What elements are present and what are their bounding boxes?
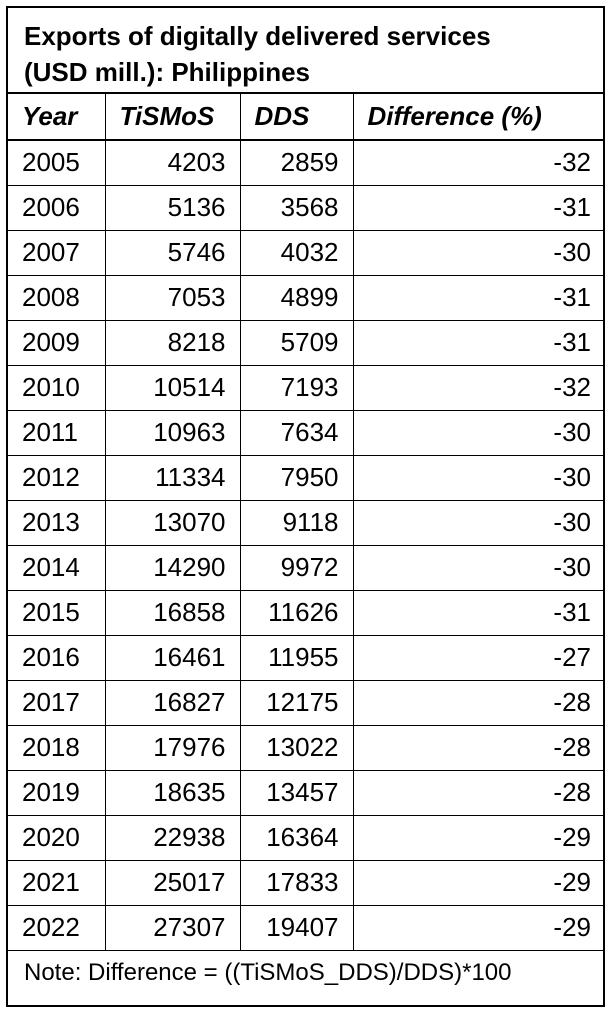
cell-tismos: 11334 [105, 455, 240, 500]
table-row [8, 635, 603, 680]
table-row [8, 590, 603, 635]
column-header-dds: DDS [240, 94, 353, 140]
table-body [8, 140, 603, 950]
cell-dds: 12175 [240, 680, 353, 725]
cell-difference: -28 [353, 680, 603, 725]
table-row [8, 140, 603, 185]
cell-dds: 11955 [240, 635, 353, 680]
table-row [8, 365, 603, 410]
cell-tismos: 5136 [105, 185, 240, 230]
cell-tismos: 13070 [105, 500, 240, 545]
cell-tismos: 16461 [105, 635, 240, 680]
cell-tismos: 10963 [105, 410, 240, 455]
cell-dds: 3568 [240, 185, 353, 230]
table-row [8, 905, 603, 950]
cell-tismos: 5746 [105, 230, 240, 275]
cell-dds: 7193 [240, 365, 353, 410]
cell-dds: 13022 [240, 725, 353, 770]
column-header-difference: Difference (%) [353, 94, 603, 140]
cell-year: 2005 [8, 140, 105, 185]
cell-tismos: 27307 [105, 905, 240, 950]
cell-year: 2021 [8, 860, 105, 905]
cell-dds: 4032 [240, 230, 353, 275]
cell-dds: 19407 [240, 905, 353, 950]
cell-year: 2013 [8, 500, 105, 545]
cell-dds: 7950 [240, 455, 353, 500]
cell-difference: -30 [353, 230, 603, 275]
cell-tismos: 4203 [105, 140, 240, 185]
column-header-tismos: TiSMoS [105, 94, 240, 140]
table-row [8, 815, 603, 860]
cell-year: 2016 [8, 635, 105, 680]
cell-year: 2018 [8, 725, 105, 770]
table-row [8, 455, 603, 500]
cell-tismos: 25017 [105, 860, 240, 905]
exports-table [8, 94, 603, 951]
cell-year: 2019 [8, 770, 105, 815]
cell-year: 2020 [8, 815, 105, 860]
table-title [8, 8, 603, 94]
cell-tismos: 22938 [105, 815, 240, 860]
table-row [8, 500, 603, 545]
cell-year: 2010 [8, 365, 105, 410]
cell-dds: 13457 [240, 770, 353, 815]
table-row [8, 185, 603, 230]
table-row [8, 770, 603, 815]
table-row [8, 545, 603, 590]
table-row [8, 230, 603, 275]
cell-year: 2008 [8, 275, 105, 320]
cell-difference: -31 [353, 185, 603, 230]
table-row [8, 725, 603, 770]
cell-dds: 11626 [240, 590, 353, 635]
cell-year: 2009 [8, 320, 105, 365]
cell-difference: -31 [353, 275, 603, 320]
cell-dds: 5709 [240, 320, 353, 365]
table-title-line-2: (USD mill.): Philippines [24, 57, 311, 87]
cell-tismos: 16858 [105, 590, 240, 635]
cell-dds: 17833 [240, 860, 353, 905]
cell-difference: -28 [353, 770, 603, 815]
table-header [8, 94, 603, 140]
cell-difference: -31 [353, 320, 603, 365]
table-row [8, 320, 603, 365]
cell-difference: -30 [353, 500, 603, 545]
cell-dds: 2859 [240, 140, 353, 185]
cell-tismos: 10514 [105, 365, 240, 410]
table-row [8, 275, 603, 320]
cell-dds: 7634 [240, 410, 353, 455]
cell-year: 2011 [8, 410, 105, 455]
cell-dds: 4899 [240, 275, 353, 320]
table-row [8, 680, 603, 725]
cell-dds: 9118 [240, 500, 353, 545]
cell-tismos: 18635 [105, 770, 240, 815]
cell-difference: -30 [353, 545, 603, 590]
data-table-frame [6, 6, 605, 1007]
cell-tismos: 7053 [105, 275, 240, 320]
cell-difference: -32 [353, 365, 603, 410]
cell-difference: -29 [353, 905, 603, 950]
cell-dds: 16364 [240, 815, 353, 860]
cell-dds: 9972 [240, 545, 353, 590]
cell-difference: -30 [353, 410, 603, 455]
table-row [8, 410, 603, 455]
cell-difference: -32 [353, 140, 603, 185]
cell-difference: -27 [353, 635, 603, 680]
table-row [8, 860, 603, 905]
cell-tismos: 17976 [105, 725, 240, 770]
cell-difference: -29 [353, 815, 603, 860]
cell-year: 2006 [8, 185, 105, 230]
cell-difference: -29 [353, 860, 603, 905]
table-note: Note: Difference = ((TiSMoS_DDS)/DDS)*100 [24, 958, 512, 986]
cell-year: 2017 [8, 680, 105, 725]
cell-tismos: 16827 [105, 680, 240, 725]
cell-tismos: 14290 [105, 545, 240, 590]
cell-year: 2022 [8, 905, 105, 950]
column-header-year: Year [8, 94, 105, 140]
cell-year: 2012 [8, 455, 105, 500]
cell-year: 2014 [8, 545, 105, 590]
header-row [8, 94, 603, 140]
cell-year: 2015 [8, 590, 105, 635]
cell-tismos: 8218 [105, 320, 240, 365]
table-title-line-1: Exports of digitally delivered services [24, 21, 491, 51]
cell-difference: -31 [353, 590, 603, 635]
cell-difference: -30 [353, 455, 603, 500]
cell-year: 2007 [8, 230, 105, 275]
cell-difference: -28 [353, 725, 603, 770]
